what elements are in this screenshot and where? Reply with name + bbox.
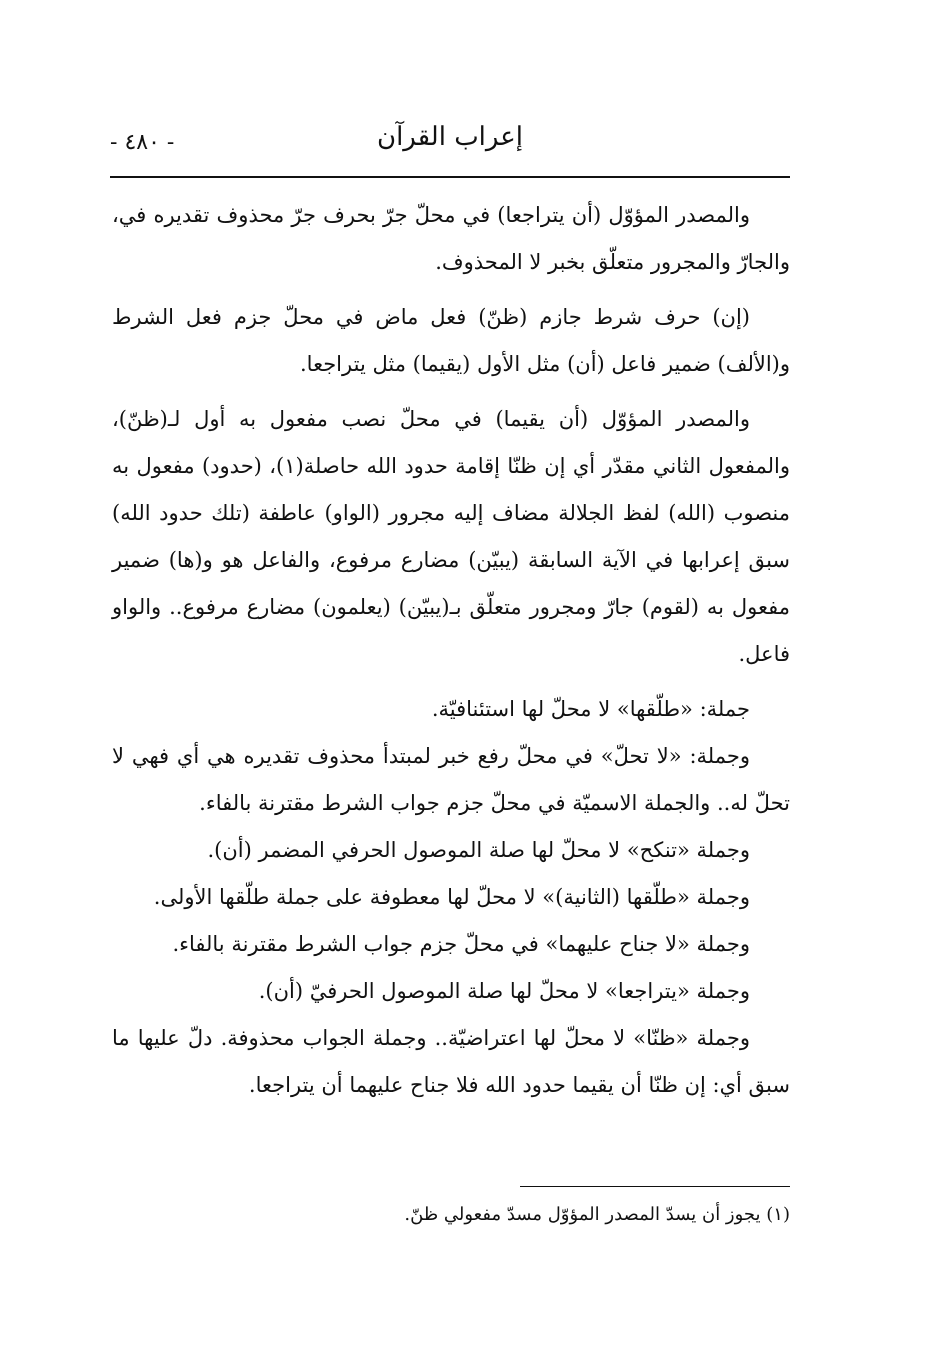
sentence-analysis: وجملة «طلّقها (الثانية)» لا محلّ لها معطوفة على جملة طلّقها الأولى. bbox=[153, 885, 750, 909]
page-header bbox=[110, 118, 790, 168]
sentence-analysis: وجملة «لا جناح عليهما» في محلّ جزم جواب الشرط مقترنة بالفاء. bbox=[172, 932, 750, 956]
sentence-analysis: وجملة: «لا تحلّ» في محلّ رفع خبر لمبتدأ محذوف تقديره هي أي فهي لا تحلّ له.. والجملة الاسميّة في محلّ جزم جواب الشرط مقترنة بالفاء. bbox=[112, 744, 790, 815]
paragraph: والمصدر المؤوّل (أن يقيما) في محلّ نصب مفعول به أول لـ(ظنّ)، والمفعول الثاني مقدّر أي إن ظنّا إقامة حدود الله حاصلة(١)، (حدود) مفعول به منصوب (الله) لفظ الجلالة مضاف إليه مجرور (الواو) عاطفة (تلك حدود الله) سبق إعرابها في الآية السابقة (يبيّن) مضارع مرفوع، والفاعل هو و(ها) ضمير مفعول به (لقوم) جارّ ومجرور متعلّق بـ(يبيّن) (يعلمون) مضارع مرفوع.. والواو فاعل. bbox=[112, 407, 790, 666]
header-divider bbox=[110, 176, 790, 178]
page-number: - ٤٨٠ - bbox=[110, 130, 175, 155]
sentence-analysis: وجملة «يتراجعا» لا محلّ لها صلة الموصول الحرفيّ (أن). bbox=[258, 979, 750, 1003]
footnote-divider bbox=[520, 1186, 790, 1187]
book-title: إعراب القرآن bbox=[376, 122, 523, 152]
sentence-analysis: وجملة «تنكح» لا محلّ لها صلة الموصول الحرفي المضمر (أن). bbox=[207, 838, 750, 862]
footnote: (١) يجوز أن يسدّ المصدر المؤوّل مسدّ مفعولي ظنّ. bbox=[404, 1204, 790, 1225]
sentence-analysis: وجملة «ظنّا» لا محلّ لها اعتراضيّة.. وجملة الجواب محذوفة. دلّ عليها ما سبق أي: إن ظنّا أن يقيما حدود الله فلا جناح عليهما أن يتراجعا. bbox=[112, 1026, 790, 1097]
paragraph: (إن) حرف شرط جازم (ظنّ) فعل ماض في محلّ جزم فعل الشرط و(الألف) ضمير فاعل (أن) مثل الأول (يقيما) مثل يتراجعا. bbox=[112, 305, 790, 376]
main-text bbox=[112, 192, 790, 1109]
sentence-analysis: جملة: «طلّقها» لا محلّ لها استئنافيّة. bbox=[431, 697, 750, 721]
paragraph: والمصدر المؤوّل (أن يتراجعا) في محلّ جرّ بحرف جرّ محذوف تقديره في، والجارّ والمجرور متعلّق بخبر لا المحذوف. bbox=[112, 203, 790, 274]
